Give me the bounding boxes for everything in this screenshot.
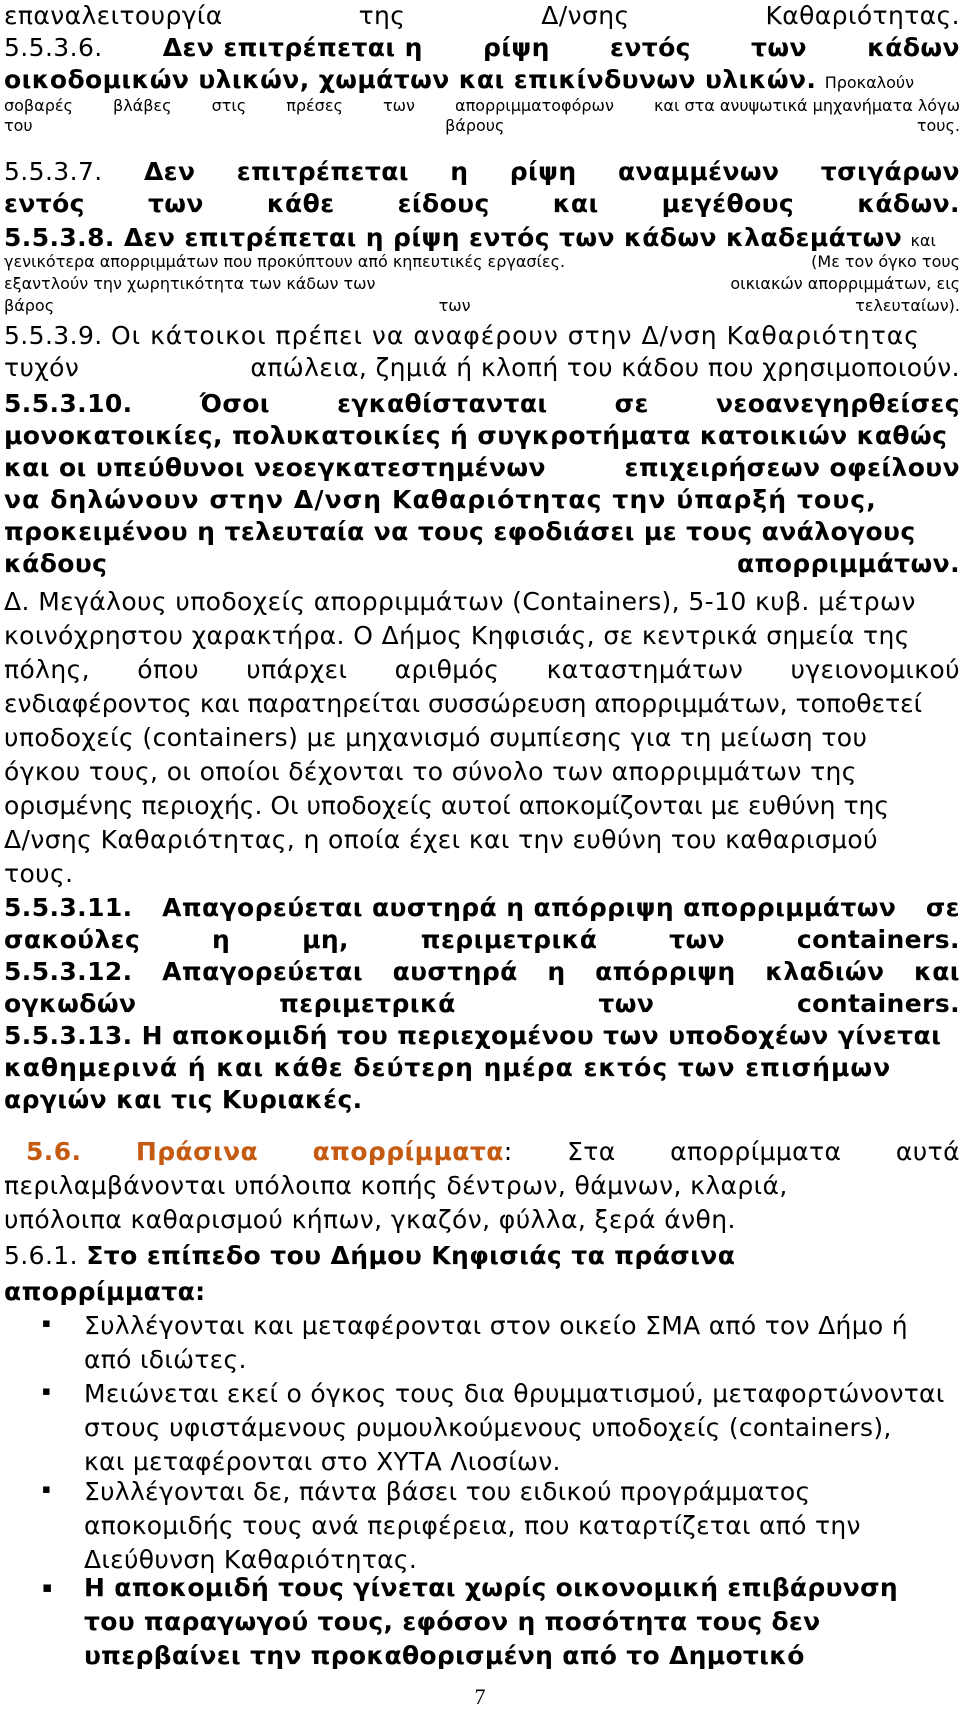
section-heading-5-5-3-11: 5.5.3.11. Απαγορεύεται αυστηρά η απόρριψη απορριμμάτων σε [4, 893, 960, 922]
text-line: περιλαμβάνονται υπόλοιπα κοπής δέντρων, θάμνων, κλαριά, [4, 1171, 788, 1200]
section-heading-5-5-3-7: 5.5.3.7. Δεν επιτρέπεται η ρίψη αναμμένων τσιγάρων [4, 157, 960, 186]
text-line: απορρίμματα: [4, 1277, 206, 1306]
text-line: όγκου τους, οι οποίοι δέχονται το σύνολο των απορριμμάτων της [4, 757, 857, 786]
text-line: υπόλοιπα καθαρισμού κήπων, γκαζόν, φύλλα, ξερά άνθη. [4, 1205, 736, 1234]
text-line: προκειμένου η τελευταία να τους εφοδιάσει με τους ανάλογους [4, 517, 916, 546]
section-heading-5-6-1: 5.6.1. Στο επίπεδο του Δήμου Κηφισιάς τα πράσινα [4, 1241, 736, 1270]
text-line: οικοδομικών υλικών, χωμάτων και επικίνδυνων υλικών. Προκαλούν [4, 65, 915, 94]
section-heading-5-5-3-13: 5.5.3.13. Η αποκομιδή του περιεχομένου των υποδοχέων γίνεται [4, 1021, 942, 1050]
text-line-small: εξαντλούν την χωρητικότητα των κάδων των οικιακών απορριμμάτων, εις [4, 274, 960, 293]
square-bullet-icon: ▪ [42, 1482, 51, 1497]
section-heading-d-containers: Δ. Μεγάλους υποδοχείς απορριμμάτων (Containers), 5-10 κυβ. μέτρων [4, 587, 916, 616]
text-line: υποδοχείς (containers) με μηχανισμό συμπίεσης για τη μείωση του [4, 723, 868, 752]
section-heading-5-5-3-12: 5.5.3.12. Απαγορεύεται αυστηρά η απόρριψη κλαδιών και [4, 957, 960, 986]
text-line-small: του βάρους τους. [4, 116, 960, 135]
text-line-small: βάρος των τελευταίων). [4, 296, 960, 315]
text-line: σακούλες η μη, περιμετρικά των containers. [4, 925, 960, 954]
square-bullet-icon: ▪ [42, 1316, 51, 1331]
text-line: και οι υπεύθυνοι νεοεγκατεστημένων επιχειρήσεων οφείλουν [4, 453, 960, 482]
text-line: αργιών και τις Κυριακές. [4, 1085, 363, 1114]
text-line: κοινόχρηστου χαρακτήρα. Ο Δήμος Κηφισιάς, σε κεντρικά σημεία της [4, 621, 910, 650]
page-number: 7 [474, 1684, 486, 1709]
text-line: ενδιαφέροντος και παρατηρείται συσσώρευση απορριμμάτων, τοποθετεί [4, 689, 923, 718]
text-line: ογκωδών περιμετρικά των containers. [4, 989, 960, 1018]
text-line-small: σοβαρές βλάβες στις πρέσες των απορριμματοφόρων και στα ανυψωτικά μηχανήματα λόγω [4, 96, 960, 115]
square-bullet-icon: ▪ [42, 1578, 53, 1596]
text-line: τυχόν απώλεια, ζημιά ή κλοπή του κάδου που χρησιμοποιούν. [4, 353, 960, 382]
text-line: ορισμένης περιοχής. Οι υποδοχείς αυτοί αποκομίζονται με ευθύνη της [4, 791, 890, 820]
text-line: πόλης, όπου υπάρχει αριθμός καταστημάτων υγειονομικού [4, 655, 960, 684]
text-line: να δηλώνουν στην Δ/νση Καθαριότητας την ύπαρξή τους, [4, 485, 877, 514]
text-line-small: γενικότερα απορριμμάτων που προκύπτουν από κηπευτικές εργασίες. (Με τον όγκο τους [4, 252, 960, 271]
section-heading-5-5-3-10: 5.5.3.10. Όσοι εγκαθίστανται σε νεοανεγηρθείσες [4, 389, 960, 418]
text-line: Δ/νσης Καθαριότητας, η οποία έχει και την ευθύνη του καθαρισμού [4, 825, 878, 854]
text-line: τους. [4, 859, 74, 888]
section-heading-5-5-3-6: 5.5.3.6. Δεν επιτρέπεται η ρίψη εντός των κάδων [4, 33, 960, 62]
text-line: μονοκατοικίες, πολυκατοικίες ή συγκροτήματα κατοικιών καθώς [4, 421, 948, 450]
text-line: κάδους απορριμμάτων. [4, 549, 960, 578]
square-bullet-icon: ▪ [42, 1384, 51, 1399]
section-heading-5-6: 5.6. Πράσινα απορρίμματα: Στα απορρίμματα αυτά [26, 1137, 960, 1166]
text-line: εντός των κάθε είδους και μεγέθους κάδων. [4, 189, 960, 218]
text-line: επαναλειτουργία της Δ/νσης Καθαριότητας. [4, 1, 960, 30]
section-heading-5-5-3-9: 5.5.3.9. Οι κάτοικοι πρέπει να αναφέρουν στην Δ/νση Καθαριότητας [4, 321, 920, 350]
section-heading-5-5-3-8: 5.5.3.8. Δεν επιτρέπεται η ρίψη εντός των κάδων κλαδεμάτων και [4, 223, 936, 252]
text-line: καθημερινά ή και κάθε δεύτερη ημέρα εκτός των επισήμων [4, 1053, 892, 1082]
